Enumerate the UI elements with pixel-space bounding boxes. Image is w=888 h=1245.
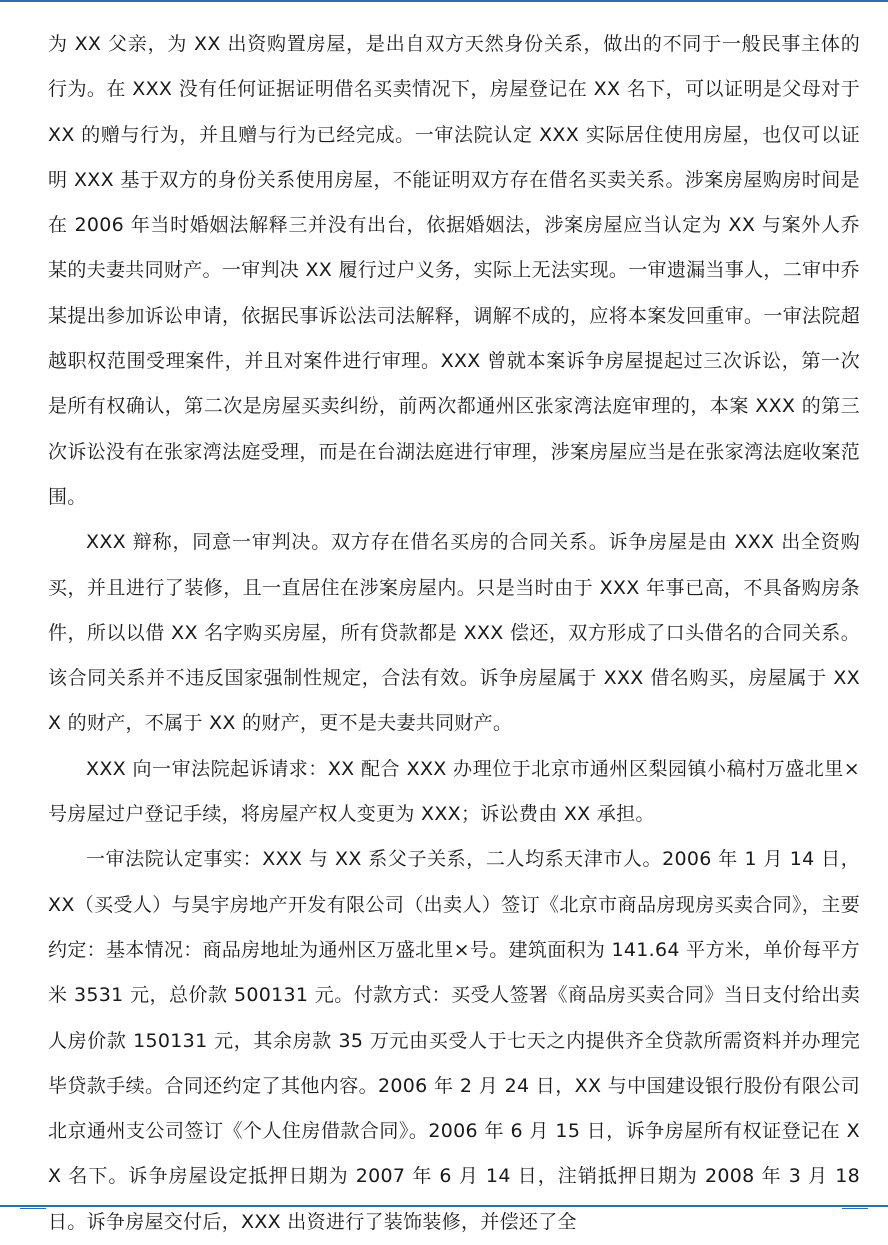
footer-corner-mark-right — [842, 1208, 868, 1213]
footer-corner-mark-left — [20, 1208, 46, 1213]
page-top-border — [0, 0, 888, 8]
paragraph-claim: XXX 向一审法院起诉请求：XX 配合 XXX 办理位于北京市通州区梨园镇小稿村万盛北里×号房屋过户登记手续，将房屋产权人变更为 XXX；诉讼费由 XX 承担。 — [48, 757, 860, 826]
paragraph-facts: 一审法院认定事实：XXX 与 XX 系父子关系，二人均系天津市人。2006 年 1 月 14 日，XX（买受人）与昊宇房地产开发有限公司（出卖人）签订《北京市商品房现房买卖合同》，主要约定：基本情况：商品房地址为通州区万盛北里×号。建筑面积为 141.64 平方米，单价每平方米 3531 元，总价款 500131 元。付款方式：买受人签署《商品房买卖合同》当日支付给出卖人房价款 150131 元，其余房款 35 万元由买受人于七天之内提供齐全贷款所需资料并办理完毕贷款手续。合同还约定了其他内容。2006 年 2 月 24 日，XX 与中国建设银行股份有限公司北京通州支公司签订《个人住房借款合同》。2006 年 6 月 15 日，诉争房屋所有权证登记在 XX 名下。诉争房屋设定抵押日期为 2007 年 6 月 14 日，注销抵押日期为 2008 年 3 月 18 日。诉争房屋交付后，XXX 出资进行了装饰装修，并偿还了全 — [48, 848, 860, 1233]
page-bottom-border — [0, 1205, 888, 1216]
document-body — [48, 22, 860, 1245]
paragraph-continued: 为 XX 父亲，为 XX 出资购置房屋，是出自双方天然身份关系，做出的不同于一般民事主体的行为。在 XXX 没有任何证据证明借名买卖情况下，房屋登记在 XX 名下，可以证明是父母对于 XX 的赠与行为，并且赠与行为已经完成。一审法院认定 XXX 实际居住使用房屋，也仅可以证明 XXX 基于双方的身份关系使用房屋，不能证明双方存在借名买卖关系。涉案房屋购房时间是在 2006 年当时婚姻法解释三并没有出台，依据婚姻法，涉案房屋应当认定为 XX 与案外人乔某的夫妻共同财产。一审判决 XX 履行过户义务，实际上无法实现。一审遗漏当事人，二审中乔某提出参加诉讼申请，依据民事诉讼法司法解释，调解不成的，应将本案发回重审。一审法院超越职权范围受理案件，并且对案件进行审理。XXX 曾就本案诉争房屋提起过三次诉讼，第一次是所有权确认，第二次是房屋买卖纠纷，前两次都通州区张家湾法庭审理的，本案 XXX 的第三次诉讼没有在张家湾法庭受理，而是在台湖法庭进行审理，涉案房屋应当是在张家湾法庭收案范围。 — [48, 33, 860, 508]
paragraph-defense: XXX 辩称，同意一审判决。双方存在借名买房的合同关系。诉争房屋是由 XXX 出全资购买，并且进行了装修，且一直居住在涉案房屋内。只是当时由于 XXX 年事已高，不具备购房条件，所以以借 XX 名字购买房屋，所有贷款都是 XXX 偿还，双方形成了口头借名的合同关系。该合同关系并不违反国家强制性规定，合法有效。诉争房屋属于 XXX 借名购买，房屋属于 XXX 的财产，不属于 XX 的财产，更不是夫妻共同财产。 — [48, 531, 860, 735]
